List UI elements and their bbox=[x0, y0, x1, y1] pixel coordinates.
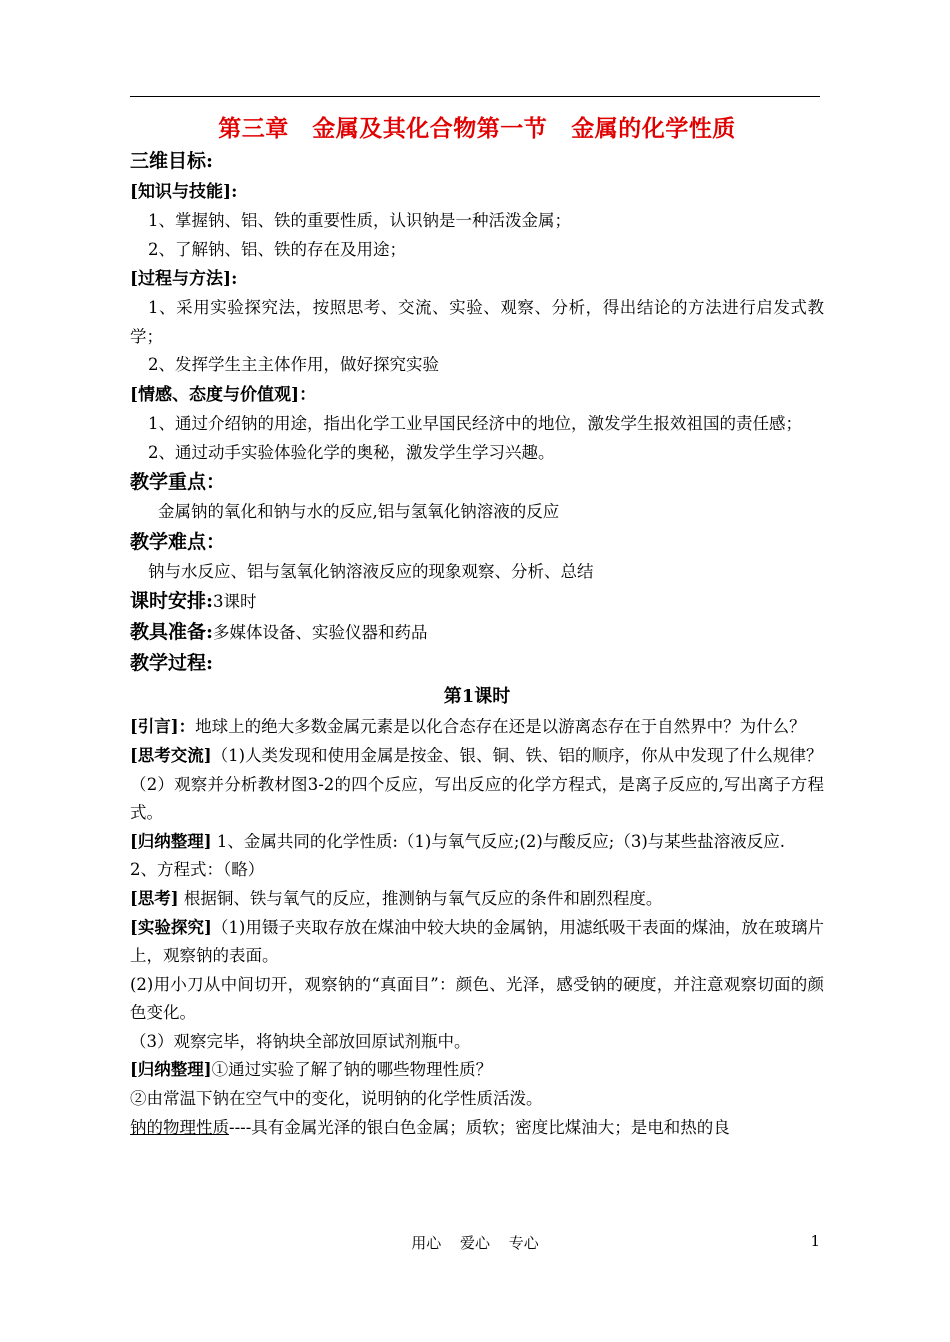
knowledge-item-1: 1、掌握钠、铝、铁的重要性质，认识钠是一种活泼金属； bbox=[148, 211, 571, 230]
physical-properties-paragraph bbox=[130, 1114, 824, 1143]
summary2-text-2: ②由常温下钠在空气中的变化，说明钠的化学性质活泼。 bbox=[130, 1089, 543, 1109]
think-exchange-text-2: （2）观察并分析教材图3-2的四个反应，写出反应的化学方程式，是离子反应的,写出离子方程式。 bbox=[130, 774, 824, 823]
emotion-heading: [情感、态度与价值观]： bbox=[130, 384, 317, 405]
knowledge-item-2: 2、了解钠、铝、铁的存在及用途； bbox=[148, 239, 406, 259]
experiment-text-1: （1)用镊子夹取存放在煤油中较大块的金属钠，用滤纸吸干表面的煤油，放在玻璃片上，观察钠的表面。 bbox=[130, 917, 824, 966]
lesson-heading: 第1课时 bbox=[443, 686, 511, 708]
experiment-text-3: （3）观察完毕，将钠块全部放回原试剂瓶中。 bbox=[130, 1031, 471, 1051]
experiment-text-2: (2)用小刀从中间切开，观察钠的“真面目”：颜色、光泽，感受钠的硬度，并注意观察切面的颜色变化。 bbox=[130, 974, 824, 1023]
process-item-1: 1、采用实验探究法，按照思考、交流、实验、观察、分析，得出结论的方法进行启发式教学； bbox=[130, 298, 824, 346]
emotion-item-1: 1、通过介绍钠的用途，指出化学工业早国民经济中的地位，激发学生报效祖国的责任感； bbox=[148, 413, 802, 433]
intro-paragraph bbox=[130, 713, 824, 742]
think-exchange-text-1: （1)人类发现和使用金属是按金、银、铜、铁、铝的顺序，你从中发现了什么规律？ bbox=[211, 745, 823, 765]
intro-text: 地球上的绝大多数金属元素是以化合态存在还是以游离态存在于自然界中？为什么？ bbox=[195, 717, 806, 737]
tools-value: 多媒体设备、实验仪器和药品 bbox=[213, 623, 428, 643]
header-rule bbox=[130, 96, 820, 97]
process-item-2: 2、发挥学生主主体作用，做好探究实验 bbox=[148, 355, 439, 375]
tools-line bbox=[130, 617, 824, 648]
think-paragraph bbox=[130, 885, 824, 914]
think-text: 根据铜、铁与氧气的反应，推测钠与氧气反应的条件和剧烈程度。 bbox=[183, 888, 663, 908]
experiment-paragraph bbox=[130, 914, 824, 971]
summary2-label: [归纳整理] bbox=[130, 1060, 212, 1080]
focus-text: 金属钠的氧化和钠与水的反应,铝与氢氧化钠溶液的反应 bbox=[158, 502, 560, 522]
summary2-text-1: ①通过实验了解了钠的哪些物理性质？ bbox=[211, 1060, 493, 1080]
think-exchange-paragraph bbox=[130, 742, 824, 771]
page-footer bbox=[130, 1232, 820, 1258]
goals-heading: 三维目标: bbox=[130, 150, 214, 172]
intro-label: [引言]： bbox=[130, 717, 196, 737]
difficulty-text: 钠与水反应、铝与氢氧化钠溶液反应的现象观察、分析、总结 bbox=[148, 561, 594, 581]
schedule-label: 课时安排: bbox=[130, 590, 214, 613]
title-part-1: 第三章 金属及其化合物第一节 bbox=[218, 115, 548, 142]
schedule-line bbox=[130, 586, 824, 617]
page-number: 1 bbox=[810, 1232, 820, 1250]
summary-paragraph bbox=[130, 828, 824, 857]
footer-motto: 用心 爱心 专心 bbox=[411, 1234, 539, 1252]
experiment-label: [实验探究] bbox=[130, 917, 212, 937]
physical-label: 钠的物理性质 bbox=[130, 1117, 229, 1137]
summary2-paragraph bbox=[130, 1056, 824, 1085]
focus-heading: 教学重点： bbox=[130, 471, 226, 494]
teaching-process-heading: 教学过程: bbox=[130, 652, 214, 675]
schedule-value: 3课时 bbox=[213, 592, 257, 612]
physical-text: ----具有金属光泽的银白色金属；质软；密度比煤油大；是电和热的良 bbox=[229, 1117, 730, 1137]
summary-text-2: 2、方程式：（略） bbox=[130, 860, 265, 880]
process-heading: [过程与方法]: bbox=[130, 269, 238, 290]
think-exchange-label: [思考交流] bbox=[130, 745, 212, 765]
title-part-2: 金属的化学性质 bbox=[571, 115, 736, 142]
summary-label: [归纳整理] bbox=[130, 831, 212, 851]
knowledge-heading: [知识与技能]: bbox=[130, 182, 238, 202]
summary-text-1: 1、金属共同的化学性质:（1)与氧气反应;(2)与酸反应;（3)与某些盐溶液反应. bbox=[216, 831, 786, 851]
think-label: [思考] bbox=[130, 888, 179, 908]
page-title bbox=[130, 112, 824, 146]
tools-label: 教具准备: bbox=[130, 621, 214, 644]
emotion-item-2: 2、通过动手实验体验化学的奥秘，激发学生学习兴趣。 bbox=[148, 442, 555, 462]
difficulty-heading: 教学难点： bbox=[130, 530, 226, 553]
document-body bbox=[130, 112, 824, 1142]
